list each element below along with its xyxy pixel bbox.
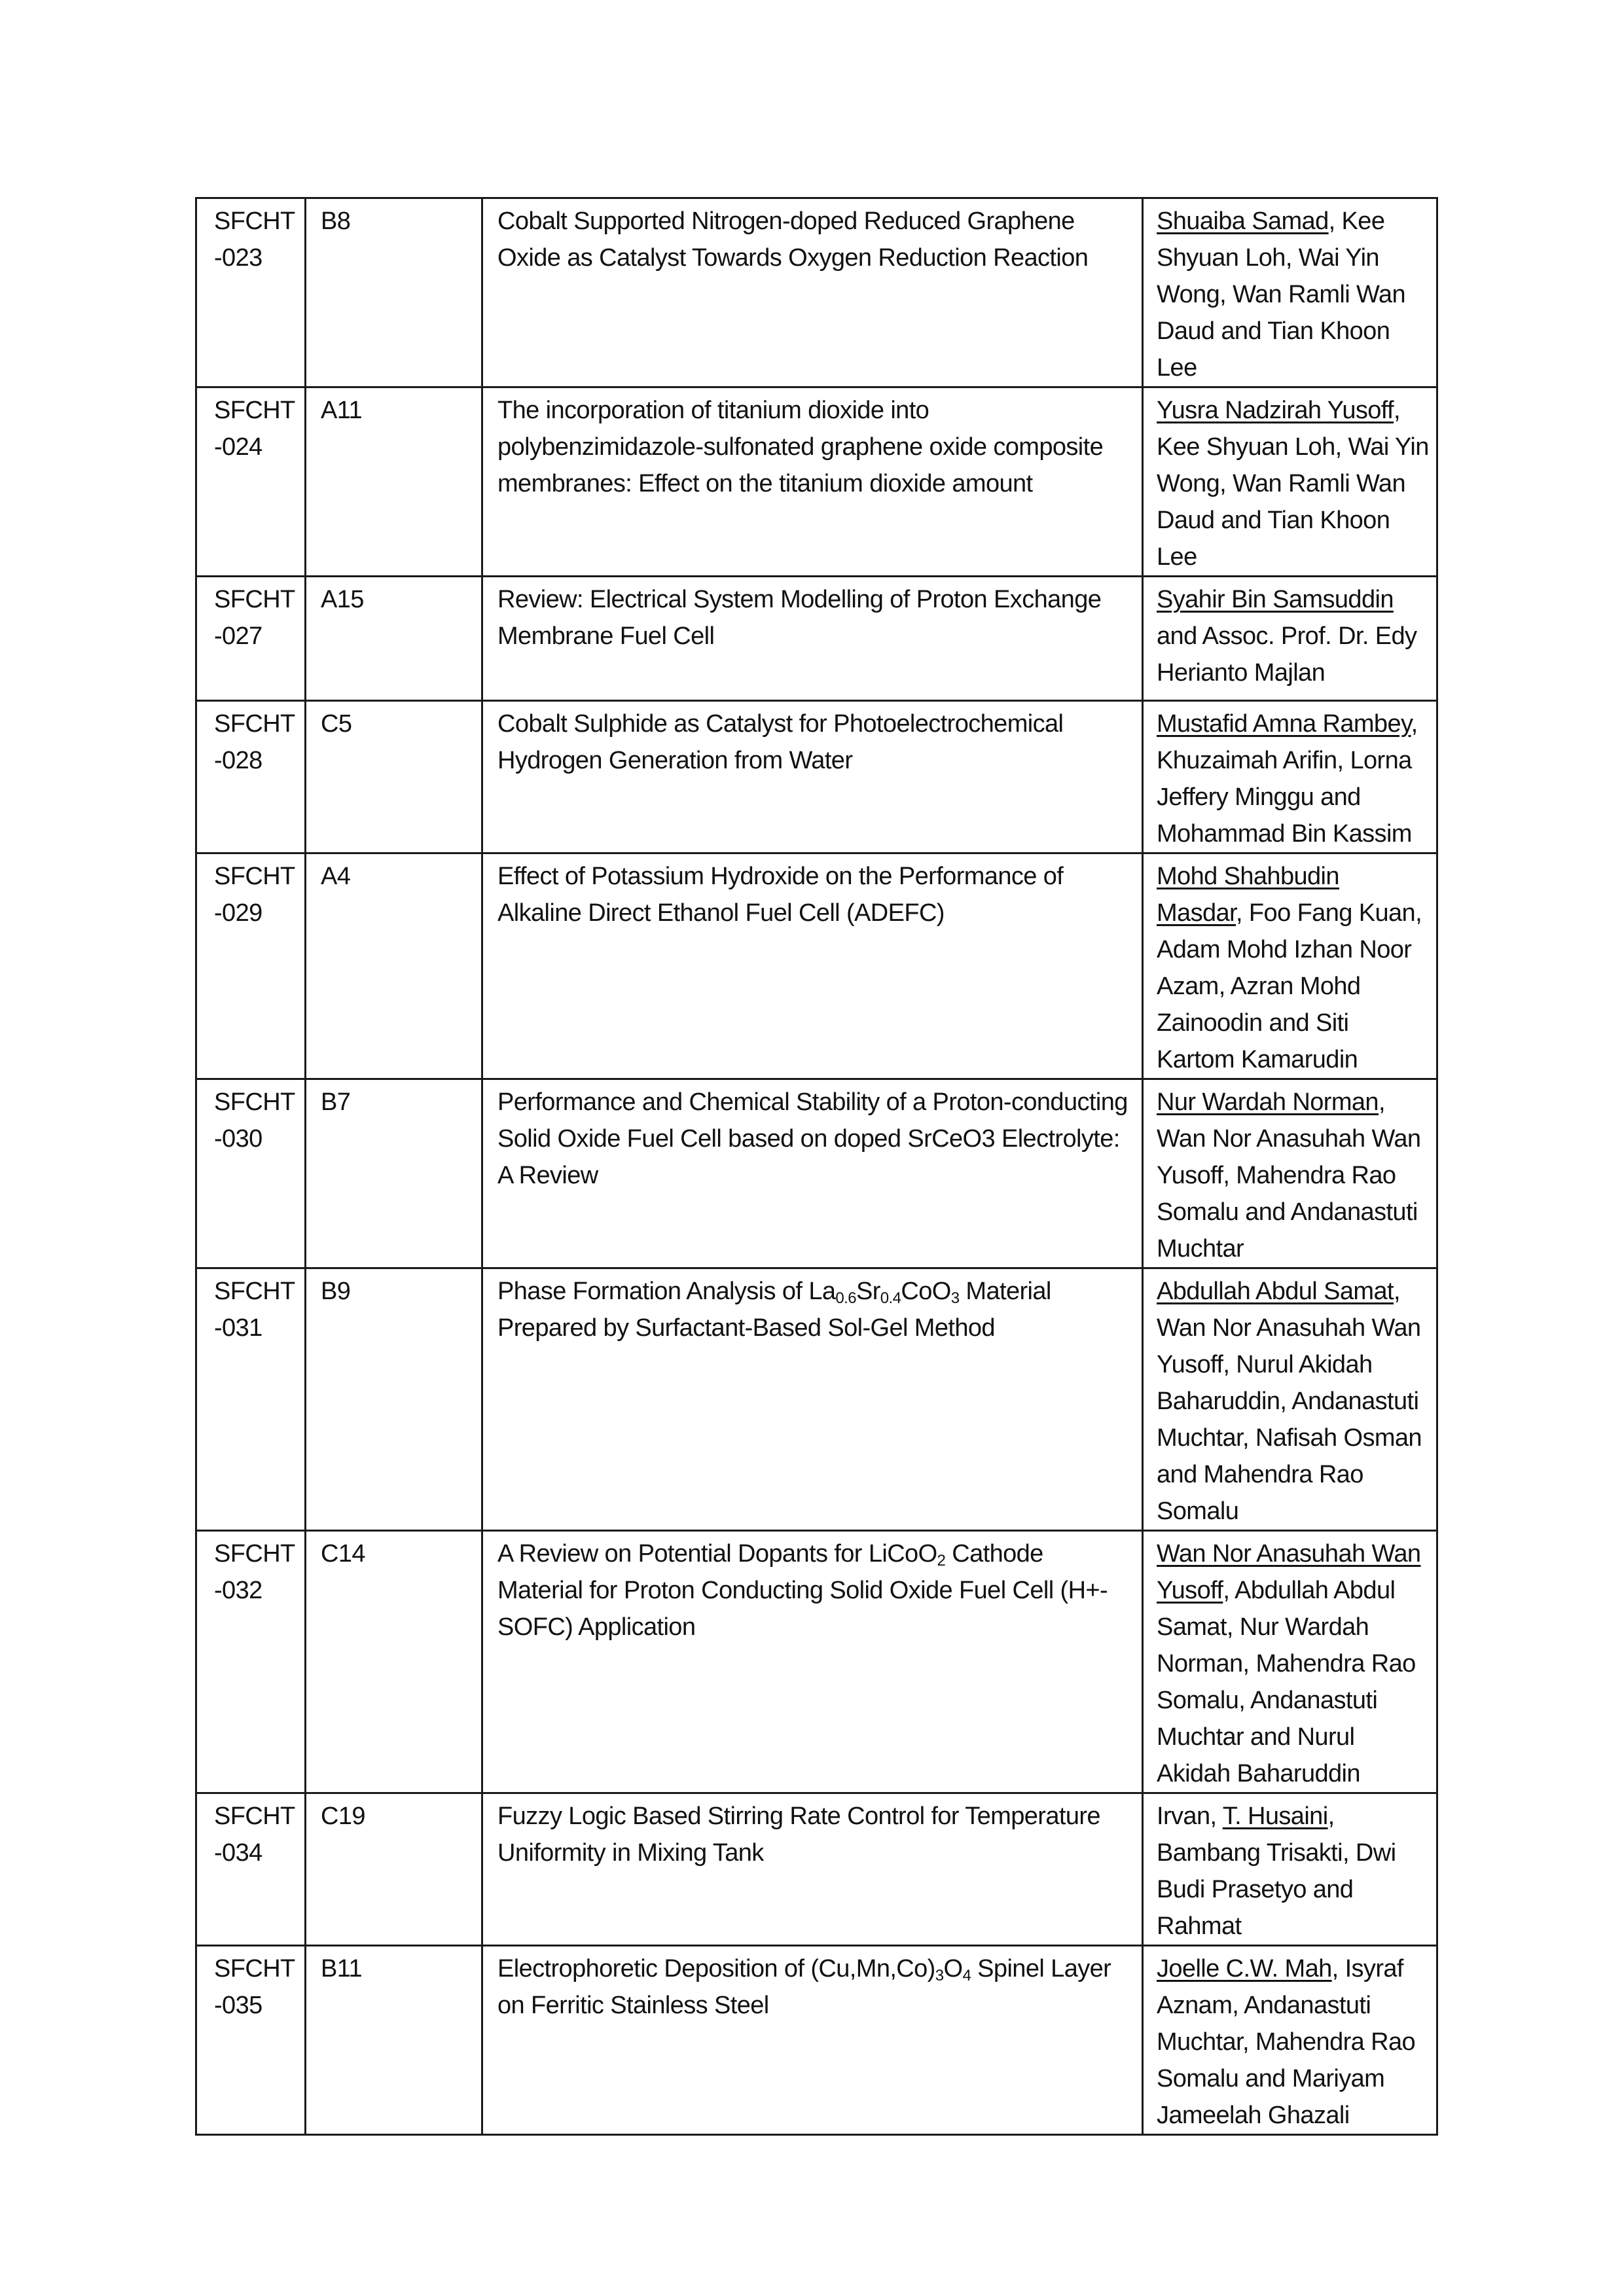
- presenting-author: Yusra Nadzirah Yusoff: [1157, 397, 1394, 424]
- paper-title-cell: [482, 577, 1143, 701]
- paper-id: SFCHT-034: [214, 1803, 295, 1867]
- table-row: [196, 1079, 1437, 1268]
- paper-id: SFCHT-027: [214, 586, 295, 650]
- presenting-author: Nur Wardah Norman: [1157, 1088, 1379, 1116]
- session-code: C19: [321, 1803, 365, 1830]
- session-code: C5: [321, 710, 352, 738]
- presenting-author: Mustafid Amna Rambey: [1157, 710, 1411, 738]
- session-code-cell: [306, 701, 482, 853]
- paper-id: SFCHT-023: [214, 207, 295, 272]
- co-authors: , Abdullah Abdul Samat, Nur Wardah Norman, Mahendra Rao Somalu, Andanastuti Muchtar and Nurul Akidah Baharuddin: [1157, 1577, 1416, 1787]
- presenting-author: T. Husaini: [1222, 1803, 1328, 1830]
- session-code-cell: [306, 1946, 482, 2135]
- presenting-author: Abdullah Abdul Samat: [1157, 1278, 1394, 1305]
- presenting-author: Joelle C.W. Mah: [1157, 1955, 1332, 1982]
- paper-title: Phase Formation Analysis of $La_{0.6}Sr_{0.4}CoO_3$ Material Prepared by Surfactant-Based Sol-Gel Method: [497, 1278, 1051, 1342]
- paper-title-cell: [482, 387, 1143, 577]
- table-row: [196, 198, 1437, 387]
- session-code-cell: [306, 1079, 482, 1268]
- co-authors: , Foo Fang Kuan, Adam Mohd Izhan Noor Azam, Azran Mohd Zainoodin and Siti Kartom Kamarudin: [1157, 899, 1422, 1073]
- paper-title: Fuzzy Logic Based Stirring Rate Control for Temperature Uniformity in Mixing Tank: [497, 1803, 1100, 1867]
- session-code-cell: [306, 387, 482, 577]
- co-authors: and Assoc. Prof. Dr. Edy Herianto Majlan: [1157, 622, 1417, 687]
- presenting-author: Shuaiba Samad: [1157, 207, 1329, 235]
- table-row: [196, 1268, 1437, 1531]
- paper-title-cell: [482, 198, 1143, 387]
- authors-cell: [1143, 853, 1437, 1079]
- paper-title-cell: [482, 1268, 1143, 1531]
- paper-id: SFCHT-035: [214, 1955, 295, 2019]
- table-row: [196, 1793, 1437, 1946]
- session-code-cell: [306, 198, 482, 387]
- paper-id-cell: [196, 701, 306, 853]
- table-row: [196, 853, 1437, 1079]
- authors-cell: [1143, 1531, 1437, 1793]
- co-authors: , Kee Shyuan Loh, Wai Yin Wong, Wan Ramli Wan Daud and Tian Khoon Lee: [1157, 397, 1429, 571]
- co-authors: , Bambang Trisakti, Dwi Budi Prasetyo and Rahmat: [1157, 1803, 1396, 1940]
- paper-title: Performance and Chemical Stability of a Proton-conducting Solid Oxide Fuel Cell based on doped SrCeO3 Electrolyte: A Review: [497, 1088, 1128, 1189]
- co-authors: , Khuzaimah Arifin, Lorna Jeffery Minggu and Mohammad Bin Kassim: [1157, 710, 1418, 848]
- paper-title-cell: [482, 1793, 1143, 1946]
- paper-title: Cobalt Supported Nitrogen-doped Reduced Graphene Oxide as Catalyst Towards Oxygen Reduction Reaction: [497, 207, 1089, 272]
- paper-id: SFCHT-024: [214, 397, 295, 461]
- session-code: A15: [321, 586, 364, 613]
- paper-id-cell: [196, 1268, 306, 1531]
- authors-cell: [1143, 198, 1437, 387]
- paper-id-cell: [196, 577, 306, 701]
- paper-title-cell: [482, 701, 1143, 853]
- presenting-author: Mohd Shahbudin Masdar: [1157, 863, 1339, 927]
- paper-id-cell: [196, 1793, 306, 1946]
- authors-cell: [1143, 1268, 1437, 1531]
- table-row: [196, 701, 1437, 853]
- authors-pre: Irvan,: [1157, 1803, 1223, 1830]
- paper-title-cell: [482, 853, 1143, 1079]
- session-code-cell: [306, 1793, 482, 1946]
- authors-cell: [1143, 1793, 1437, 1946]
- session-code: B11: [321, 1955, 362, 1982]
- table-row: [196, 387, 1437, 577]
- table-row: [196, 1531, 1437, 1793]
- co-authors: , Isyraf Aznam, Andanastuti Muchtar, Mahendra Rao Somalu and Mariyam Jameelah Ghazali: [1157, 1955, 1416, 2129]
- paper-title: Review: Electrical System Modelling of Proton Exchange Membrane Fuel Cell: [497, 586, 1102, 650]
- authors-cell: [1143, 701, 1437, 853]
- session-code-cell: [306, 577, 482, 701]
- paper-title-cell: [482, 1531, 1143, 1793]
- paper-id: SFCHT-031: [214, 1278, 295, 1342]
- session-code: A4: [321, 863, 351, 890]
- paper-title-cell: [482, 1079, 1143, 1268]
- paper-title: Cobalt Sulphide as Catalyst for Photoelectrochemical Hydrogen Generation from Water: [497, 710, 1064, 774]
- session-code: A11: [321, 397, 362, 424]
- authors-cell: [1143, 1079, 1437, 1268]
- table-row: [196, 1946, 1437, 2135]
- session-code-cell: [306, 1268, 482, 1531]
- session-code: C14: [321, 1540, 365, 1568]
- session-code-cell: [306, 1531, 482, 1793]
- presenting-author: Syahir Bin Samsuddin: [1157, 586, 1394, 613]
- session-code: B9: [321, 1278, 351, 1305]
- session-code: B7: [321, 1088, 351, 1116]
- paper-id-cell: [196, 198, 306, 387]
- authors-cell: [1143, 387, 1437, 577]
- paper-id-cell: [196, 1079, 306, 1268]
- paper-title: Electrophoretic Deposition of $(Cu,Mn,Co)_3O_4$ Spinel Layer on Ferritic Stainless Steel: [497, 1955, 1111, 2019]
- paper-title-cell: [482, 1946, 1143, 2135]
- paper-id: SFCHT-030: [214, 1088, 295, 1153]
- paper-id: SFCHT-029: [214, 863, 295, 927]
- authors-cell: [1143, 1946, 1437, 2135]
- authors-cell: [1143, 577, 1437, 701]
- paper-title: Effect of Potassium Hydroxide on the Performance of Alkaline Direct Ethanol Fuel Cell (ADEFC): [497, 863, 1064, 927]
- paper-id: SFCHT-032: [214, 1540, 295, 1604]
- co-authors: , Wan Nor Anasuhah Wan Yusoff, Mahendra Rao Somalu and Andanastuti Muchtar: [1157, 1088, 1421, 1263]
- paper-title: A Review on Potential Dopants for LiCoO$_2$ Cathode Material for Proton Conducting Solid Oxide Fuel Cell (H+-SOFC) Application: [497, 1540, 1108, 1641]
- session-code: B8: [321, 207, 351, 235]
- co-authors: , Wan Nor Anasuhah Wan Yusoff, Nurul Akidah Baharuddin, Andanastuti Muchtar, Nafisah Osman and Mahendra Rao Somalu: [1157, 1278, 1422, 1525]
- paper-title: The incorporation of titanium dioxide into polybenzimidazole-sulfonated graphene oxide composite membranes: Effect on the titanium dioxide amount: [497, 397, 1104, 497]
- paper-schedule-table: [195, 197, 1438, 2136]
- table-row: [196, 577, 1437, 701]
- paper-id-cell: [196, 853, 306, 1079]
- co-authors: , Kee Shyuan Loh, Wai Yin Wong, Wan Ramli Wan Daud and Tian Khoon Lee: [1157, 207, 1405, 382]
- session-code-cell: [306, 853, 482, 1079]
- paper-id-cell: [196, 1531, 306, 1793]
- paper-id-cell: [196, 1946, 306, 2135]
- paper-id: SFCHT-028: [214, 710, 295, 774]
- paper-id-cell: [196, 387, 306, 577]
- presenting-author: Wan Nor Anasuhah Wan Yusoff: [1157, 1540, 1421, 1604]
